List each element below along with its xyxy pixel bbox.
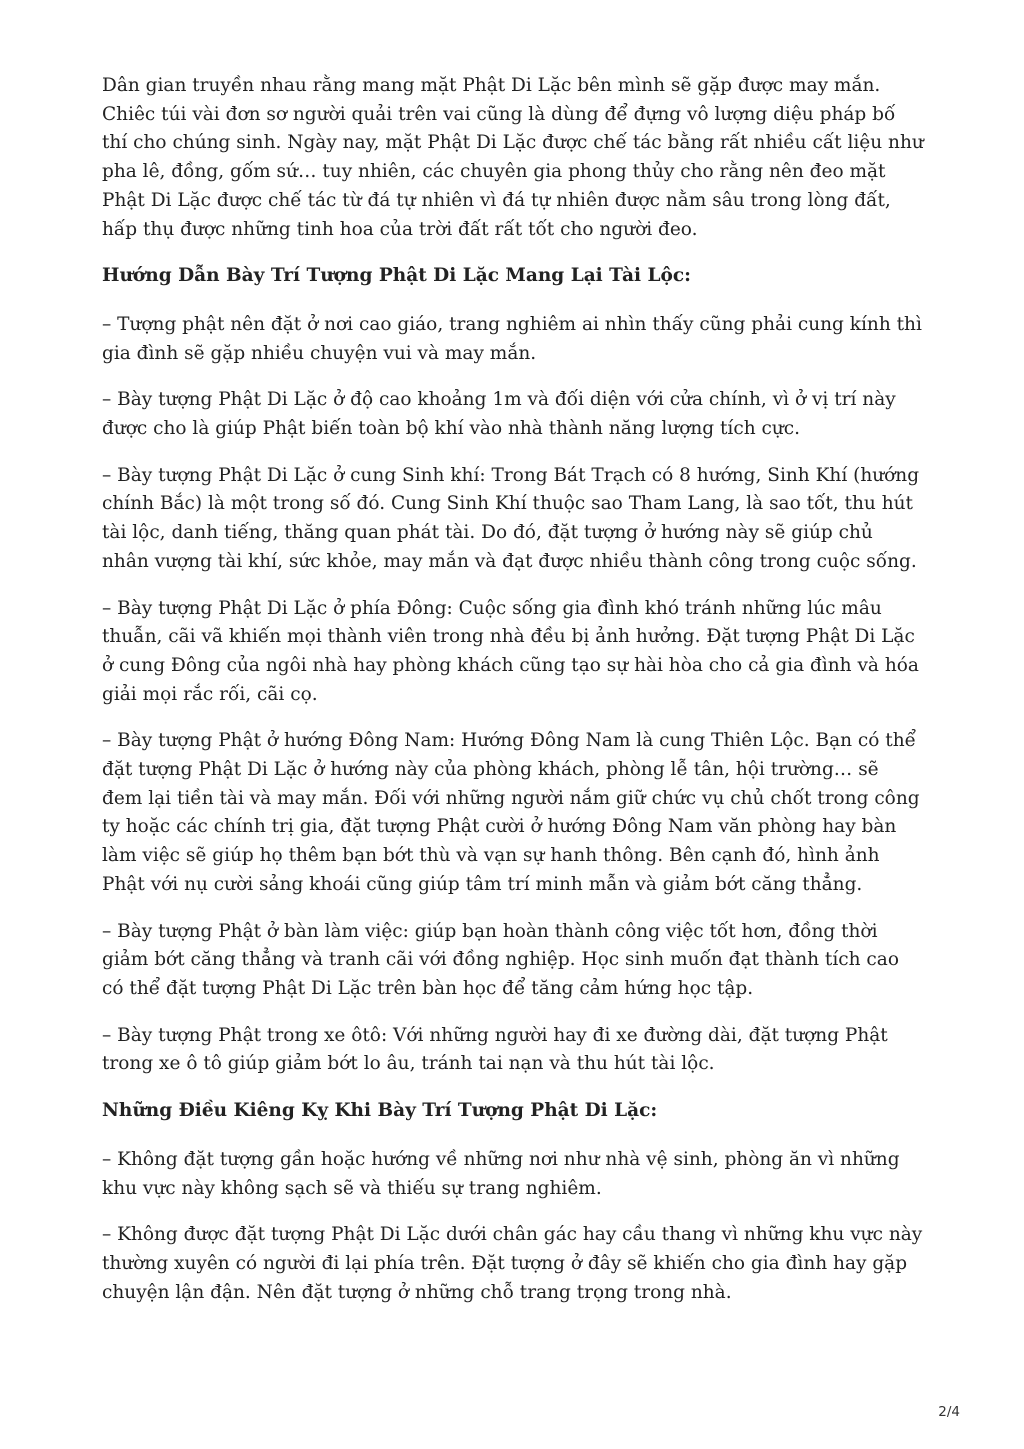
placement-item-east: – Bày tượng Phật Di Lặc ở phía Đông: Cuộc sống gia đình khó tránh những lúc mâu thuẫn, cãi vã khiến mọi thành viên trong nhà đều bị ảnh hưởng. Đặt tượng Phật Di Lặc ở cung Đông của ngôi nhà hay phòng khách cũng tạo sự hài hòa cho cả gia đình và hóa giải mọi rắc rối, cãi cọ. [102,597,919,705]
placement-item-desk: – Bày tượng Phật ở bàn làm việc: giúp bạn hoàn thành công việc tốt hơn, đồng thời giảm bớt căng thẳng và tranh cãi với đồng nghiệp. Học sinh muốn đạt thành tích cao có thể đặt tượng Phật Di Lặc trên bàn học để tăng cảm hứng học tập. [102,920,899,999]
placement-item-southeast: – Bày tượng Phật ở hướng Đông Nam: Hướng Đông Nam là cung Thiên Lộc. Bạn có thể đặt tượng Phật Di Lặc ở hướng này của phòng khách, phòng lễ tân, hội trường… sẽ đem lại tiền tài và may mắn. Đối với những người nắm giữ chức vụ chủ chốt trong công ty hoặc các chính trị gia, đặt tượng Phật cười ở hướng Đông Nam văn phòng hay bàn làm việc sẽ giúp họ thêm bạn bớt thù và vạn sự hanh thông. Bên cạnh đó, hình ảnh Phật với nụ cười sảng khoái cũng giúp tâm trí minh mẫn và giảm bớt căng thẳng. [102,730,920,895]
section-heading-taboos: Những Điều Kiêng Kỵ Khi Bày Trí Tượng Phật Di Lặc: [102,1100,658,1122]
page-number: 2/4 [938,1404,960,1420]
taboo-item-bathroom: – Không đặt tượng gần hoặc hướng về những nơi như nhà vệ sinh, phòng ăn vì những khu vực này không sạch sẽ và thiếu sự trang nghiêm. [102,1148,900,1199]
placement-item-sinh-khi: – Bày tượng Phật Di Lặc ở cung Sinh khí: Trong Bát Trạch có 8 hướng, Sinh Khí (hướng chính Bắc) là một trong số đó. Cung Sinh Khí thuộc sao Tham Lang, là sao tốt, thu hút tài lộc, danh tiếng, thăng quan phát tài. Do đó, đặt tượng ở hướng này sẽ giúp chủ nhân vượng tài khí, sức khỏe, may mắn và đạt được nhiều thành công trong cuộc sống. [102,464,920,572]
placement-item-facing-door: – Bày tượng Phật Di Lặc ở độ cao khoảng 1m và đối diện với cửa chính, vì ở vị trí này được cho là giúp Phật biến toàn bộ khí vào nhà thành năng lượng tích cực. [102,389,896,440]
intro-paragraph: Dân gian truyền nhau rằng mang mặt Phật Di Lặc bên mình sẽ gặp được may mắn. Chiêc túi vài đơn sơ người quải trên vai cũng là dùng để đựng vô lượng diệu pháp bố thí cho chúng sinh. Ngày nay, mặt Phật Di Lặc được chế tác bằng rất nhiều cất liệu như pha lê, đồng, gốm sứ… tuy nhiên, các chuyên gia phong thủy cho rằng nên đeo mặt Phật Di Lặc được chế tác từ đá tự nhiên vì đá tự nhiên được nằm sâu trong lòng đất, hấp thụ được những tinh hoa của trời đất rất tốt cho người đeo. [102,75,924,240]
article-body [102,72,924,1325]
taboo-item-stairs: – Không được đặt tượng Phật Di Lặc dưới chân gác hay cầu thang vì những khu vực này thường xuyên có người đi lại phía trên. Đặt tượng ở đây sẽ khiến cho gia đình hay gặp chuyện lận đận. Nên đặt tượng ở những chỗ trang trọng trong nhà. [102,1224,923,1303]
placement-item-car: – Bày tượng Phật trong xe ôtô: Với những người hay đi xe đường dài, đặt tượng Phật trong xe ô tô giúp giảm bớt lo âu, tránh tai nạn và thu hút tài lộc. [102,1024,888,1075]
placement-item-high-place: – Tượng phật nên đặt ở nơi cao giáo, trang nghiêm ai nhìn thấy cũng phải cung kính thì gia đình sẽ gặp nhiều chuyện vui và may mắn. [102,313,922,364]
section-heading-placement: Hướng Dẫn Bày Trí Tượng Phật Di Lặc Mang Lại Tài Lộc: [102,265,691,287]
